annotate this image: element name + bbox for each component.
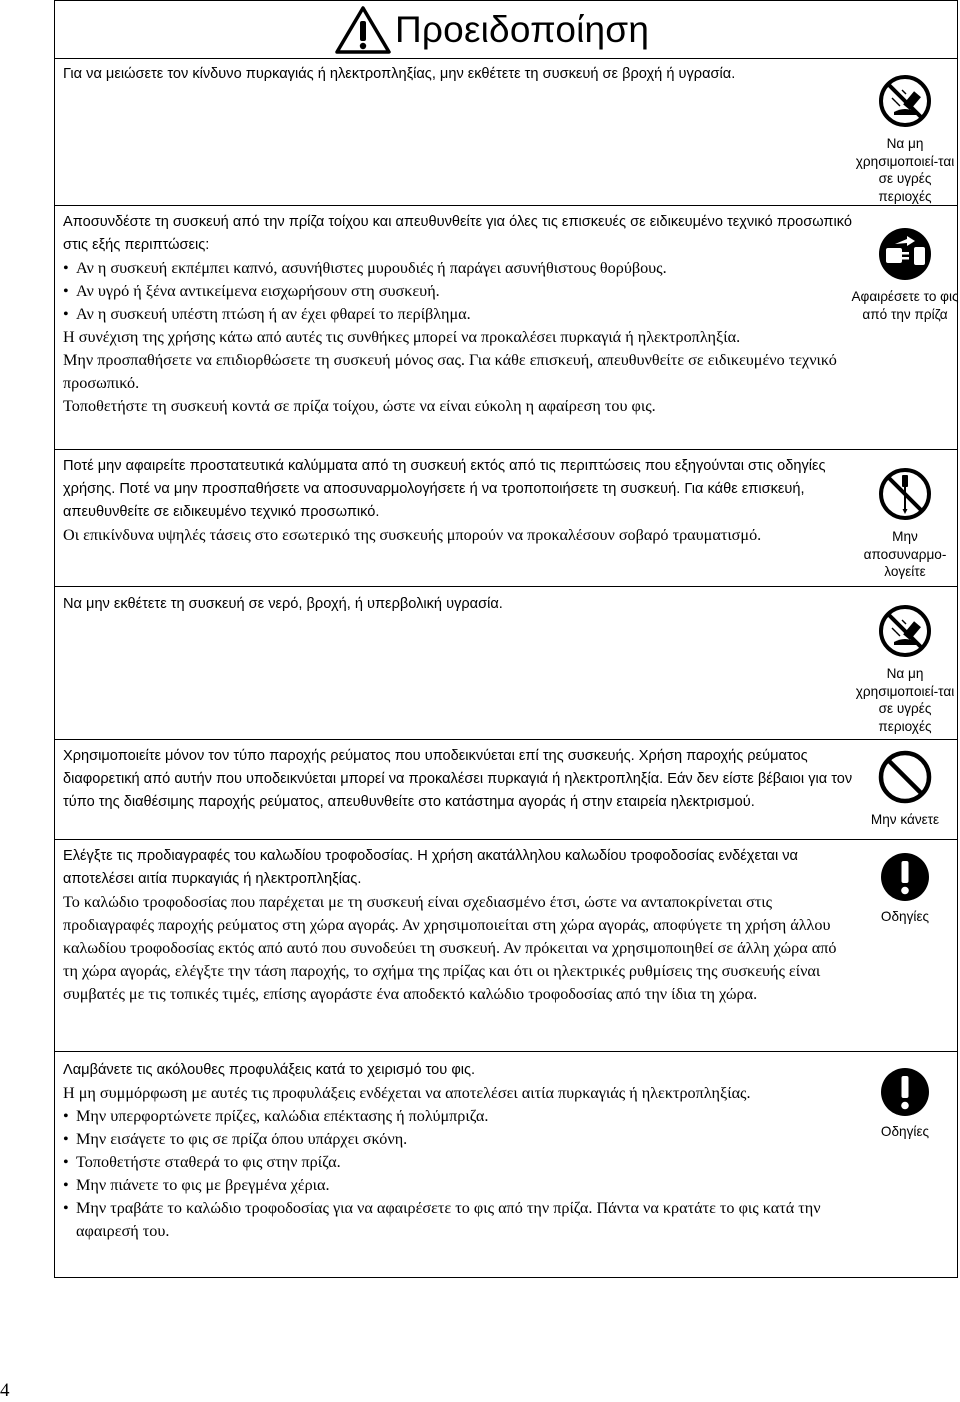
body-text: Μην προσπαθήσετε να επιδιορθώσετε τη συσκευή μόνος σας. Για κάθε επισκευή, απευθυνθείτε σε ειδικευμένο τεχνικό προσωπικό. <box>63 351 837 392</box>
no-wet-areas-icon <box>877 603 933 659</box>
body-text: Η μη συμμόρφωση με αυτές τις προφυλάξεις ενδέχεται να αποτελέσει αιτία πυρκαγιάς ή ηλεκτροπληξίας. <box>63 1084 751 1102</box>
no-wet-areas-icon <box>877 73 933 129</box>
section-text: Ποτέ μην αφαιρείτε προστατευτικά καλύμματα από τη συσκευή εκτός από τις περιπτώσεις που εξηγούνται στις οδηγίες χρήσης. Ποτέ να μην προσπαθήσετε να αποσυναρμολογήσετε ή να τροποποιήσετε τη συσκευή. Για κάθε επισκευή, απευθυνθείτε σε ειδικευμένο τεχνικό προσωπικό. <box>63 458 826 520</box>
list-item: • Αν η συσκευή εκπέμπει καπνό, ασυνήθιστες μυρουδιές ή παράγει ασυνήθιστους θορύβους. <box>63 259 667 277</box>
icon-label: Να μη χρησιμοποιεί-ται σε υγρές περιοχές <box>855 136 955 204</box>
icon-block <box>851 226 959 323</box>
icon-label: Να μη χρησιμοποιεί-ται σε υγρές περιοχές <box>855 666 955 734</box>
unplug-icon <box>877 226 933 282</box>
list-item: • Μην τραβάτε το καλώδιο τροφοδοσίας για να αφαιρέσετε το φις από την πρίζα. Πάντα να κρατάτε το φις κατά την αφαιρεσή του. <box>63 1199 821 1240</box>
warning-frame <box>54 0 958 1278</box>
icon-label: Οδηγίες <box>880 1124 930 1139</box>
section-unplug <box>55 205 957 450</box>
list-item: • Μην υπερφορτώνετε πρίζες, καλώδια επέκτασης ή πολύμπριζα. <box>63 1107 489 1125</box>
section-wet-1 <box>55 58 957 205</box>
section-wet-2 <box>55 586 957 740</box>
section-power-supply <box>55 739 957 840</box>
warning-triangle-icon <box>335 5 391 55</box>
icon-label: Οδηγίες <box>880 909 930 924</box>
section-text: Να μην εκθέτετε τη συσκευή σε νερό, βροχή, ή υπερβολική υγρασία. <box>63 596 503 612</box>
list-item: • Αν υγρό ή ξένα αντικείμενα εισχωρήσουν στη συσκευή. <box>63 282 440 300</box>
icon-block <box>851 603 959 735</box>
list-item: • Τοποθετήστε σταθερά το φις στην πρίζα. <box>63 1153 341 1171</box>
prohibited-icon <box>877 749 933 805</box>
icon-label: Μην αποσυναρμο-λογείτε <box>863 529 947 579</box>
instructions-icon <box>880 852 930 902</box>
warning-header <box>55 1 957 59</box>
do-not-disassemble-icon <box>877 466 933 522</box>
page-title: Προειδοποίηση <box>395 9 650 50</box>
section-text: Λαμβάνετε τις ακόλουθες προφυλάξεις κατά το χειρισμό του φις. <box>63 1062 476 1078</box>
icon-block <box>851 852 959 926</box>
section-text: Για να μειώσετε τον κίνδυνο πυρκαγιάς ή ηλεκτροπληξίας, μην εκθέτετε τη συσκευή σε βροχή ή υγρασία. <box>63 66 736 82</box>
icon-block <box>851 749 959 829</box>
section-plug-precautions <box>55 1051 957 1280</box>
icon-label: Αφαιρέσετε το φις από την πρίζα <box>851 289 959 322</box>
icon-label: Μην κάνετε <box>870 812 940 827</box>
icon-block <box>851 73 959 205</box>
icon-block <box>851 1067 959 1141</box>
section-text: Αποσυνδέστε τη συσκευή από την πρίζα τοίχου και απευθυνθείτε για όλες τις επισκευές σε ειδικευμένο τεχνικό προσωπικό στις εξής περιπτώσεις: <box>63 214 852 253</box>
body-text: Τοποθετήστε τη συσκευή κοντά σε πρίζα τοίχου, ώστε να είναι εύκολη η αφαίρεση του φις. <box>63 397 656 415</box>
body-text: Οι επικίνδυνα υψηλές τάσεις στο εσωτερικό της συσκευής μπορούν να προκαλέσουν σοβαρό τραυματισμό. <box>63 526 762 544</box>
list-item: • Μην εισάγετε το φις σε πρίζα όπου υπάρχει σκόνη. <box>63 1130 408 1148</box>
section-text: Ελέγξτε τις προδιαγραφές του καλωδίου τροφοδοσίας. Η χρήση ακατάλληλου καλωδίου τροφοδοσίας ενδέχεται να αποτελέσει αιτία πυρκαγιάς ή ηλεκτροπληξίας. <box>63 848 798 887</box>
title-wrap <box>335 5 649 55</box>
section-power-cord <box>55 839 957 1052</box>
body-text: Το καλώδιο τροφοδοσίας που παρέχεται με τη συσκευή είναι σχεδιασμένο έτσι, ώστε να ανταποκρίνεται στις προδιαγραφές παροχής ρεύματος στη χώρα αγοράς. Αν χρησιμοποιείται στη χώρα αγοράς, αποφύγετε τη χρήση άλλου καλωδίου τροφοδοσίας εκτός από αυτό που συνοδεύει τη συσκευή. Αν πρόκειται να χρησιμοποιηθεί σε άλλη χώρα από τη χώρα αγοράς, ελέγξτε την τάση παροχής, το σχήμα της πρίζας και ότι οι ηλεκτρικές ρυθμίσεις της συσκευής είναι συμβατές με τις τοπικές τιμές, επίσης αγοράστε ένα αποδεκτό καλώδιο τροφοδοσίας από την ίδια τη χώρα. <box>63 893 837 1003</box>
list-item: • Αν η συσκευή υπέστη πτώση ή αν έχει φθαρεί το περίβλημα. <box>63 305 471 323</box>
page-number: 4 <box>0 1380 10 1401</box>
section-text: Χρησιμοποιείτε μόνον τον τύπο παροχής ρεύματος που υποδεικνύεται επί της συσκευής. Χρήση παροχής ρεύματος διαφορετική από αυτήν που υποδεικνύεται μπορεί να προκαλέσει πυρκαγιά ή ηλεκτροπληξία. Εάν δεν είστε βέβαιοι για τον τύπο της διαθέσιμης παροχής ρεύματος, απευθυνθείτε στο κατάστημα αγοράς ή στην εταιρεία ηλεκτρισμού. <box>63 748 853 810</box>
body-text: Η συνέχιση της χρήσης κάτω από αυτές τις συνθήκες μπορεί να προκαλέσει πυρκαγιά ή ηλεκτροπληξία. <box>63 328 741 346</box>
instructions-icon <box>880 1067 930 1117</box>
section-disassemble <box>55 449 957 587</box>
icon-block <box>851 466 959 581</box>
list-item: • Μην πιάνετε το φις με βρεγμένα χέρια. <box>63 1176 330 1194</box>
